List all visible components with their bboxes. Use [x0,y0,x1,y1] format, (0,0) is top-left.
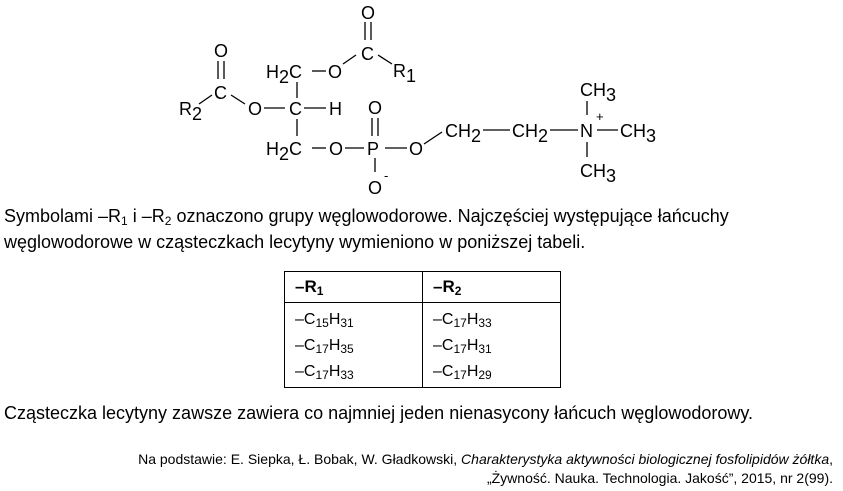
conclusion-paragraph: Cząsteczka lecytyny zawsze zawiera co najmniej jeden nienasycony łańcuch węglowodorowy. [4,403,754,423]
table-row [285,303,561,388]
atom-ch2-first: CH2 [445,121,482,146]
atom-c-middle: C [289,99,302,119]
table-header-row [285,272,561,303]
header-r2: $-R_2$ [423,272,561,303]
lecithin-structural-formula [0,0,843,200]
atom-p: P [367,139,380,159]
formula-item: $-C_{17}H_{29}$ [433,363,492,382]
source-citation: Na podstawie: E. Siepka, Ł. Bobak, W. Gładkowski, Charakterystyka aktywności biologicznej fosfolipidów żółtka, „Żywność. Nauka. Technologia. Jakość”, 2015, nr 2(99). [138,451,833,486]
column-r2-values [423,303,561,388]
intro-paragraph: Symbolami $-R_1$ i $-R_2$ oznaczono grupy węglowodorowe. Najczęściej występujące łańcuchy węglowodorowe w cząsteczkach lecytyny wymieniono w poniższej tabeli. [4,206,729,252]
column-r1-values [285,303,423,388]
atom-h-middle: H [329,99,342,119]
atom-h2c-top: H2C [266,62,303,87]
bond-c-r1 [378,55,392,64]
atom-o-carbonyl-top: O [361,3,376,23]
atom-ch2-second: CH2 [512,121,549,146]
header-r1: $-R_1$ [285,272,423,303]
atom-n: N [580,121,593,141]
bond-o-ch2 [424,132,442,144]
atom-o-phosphate-bottom: O [368,178,383,198]
atom-c-left: C [214,83,227,103]
atom-o-ester-left: O [248,99,263,119]
bond-c-o-left [231,95,245,104]
formula-item: $-C_{17}H_{35}$ [295,337,354,356]
bond-o-c-top [343,55,356,64]
atom-o-phosphate-left: O [329,139,344,159]
bond-c-r2 [199,95,212,104]
formula-item: $-C_{17}H_{33}$ [295,363,354,382]
r-groups-table [284,271,561,388]
atom-c-top: C [361,44,374,64]
atom-h2c-bottom: H2C [266,139,303,164]
atom-r2: R2 [179,99,203,124]
atom-ch3-top: CH3 [580,80,617,105]
atom-o-phosphate-right: O [409,139,424,159]
atom-o-phosphate-top: O [368,98,383,118]
charge-plus: + [596,109,604,124]
atom-ch3-bottom: CH3 [580,161,617,186]
atom-ch3-right: CH3 [620,121,657,146]
formula-item: $-C_{17}H_{33}$ [433,311,492,330]
formula-item: $-C_{15}H_{31}$ [295,311,354,330]
atom-o-ester-top: O [328,62,343,82]
atom-r1: R1 [393,61,417,86]
formula-item: $-C_{17}H_{31}$ [433,337,492,356]
charge-minus: - [384,168,389,183]
atom-o-carbonyl-left: O [214,41,229,61]
